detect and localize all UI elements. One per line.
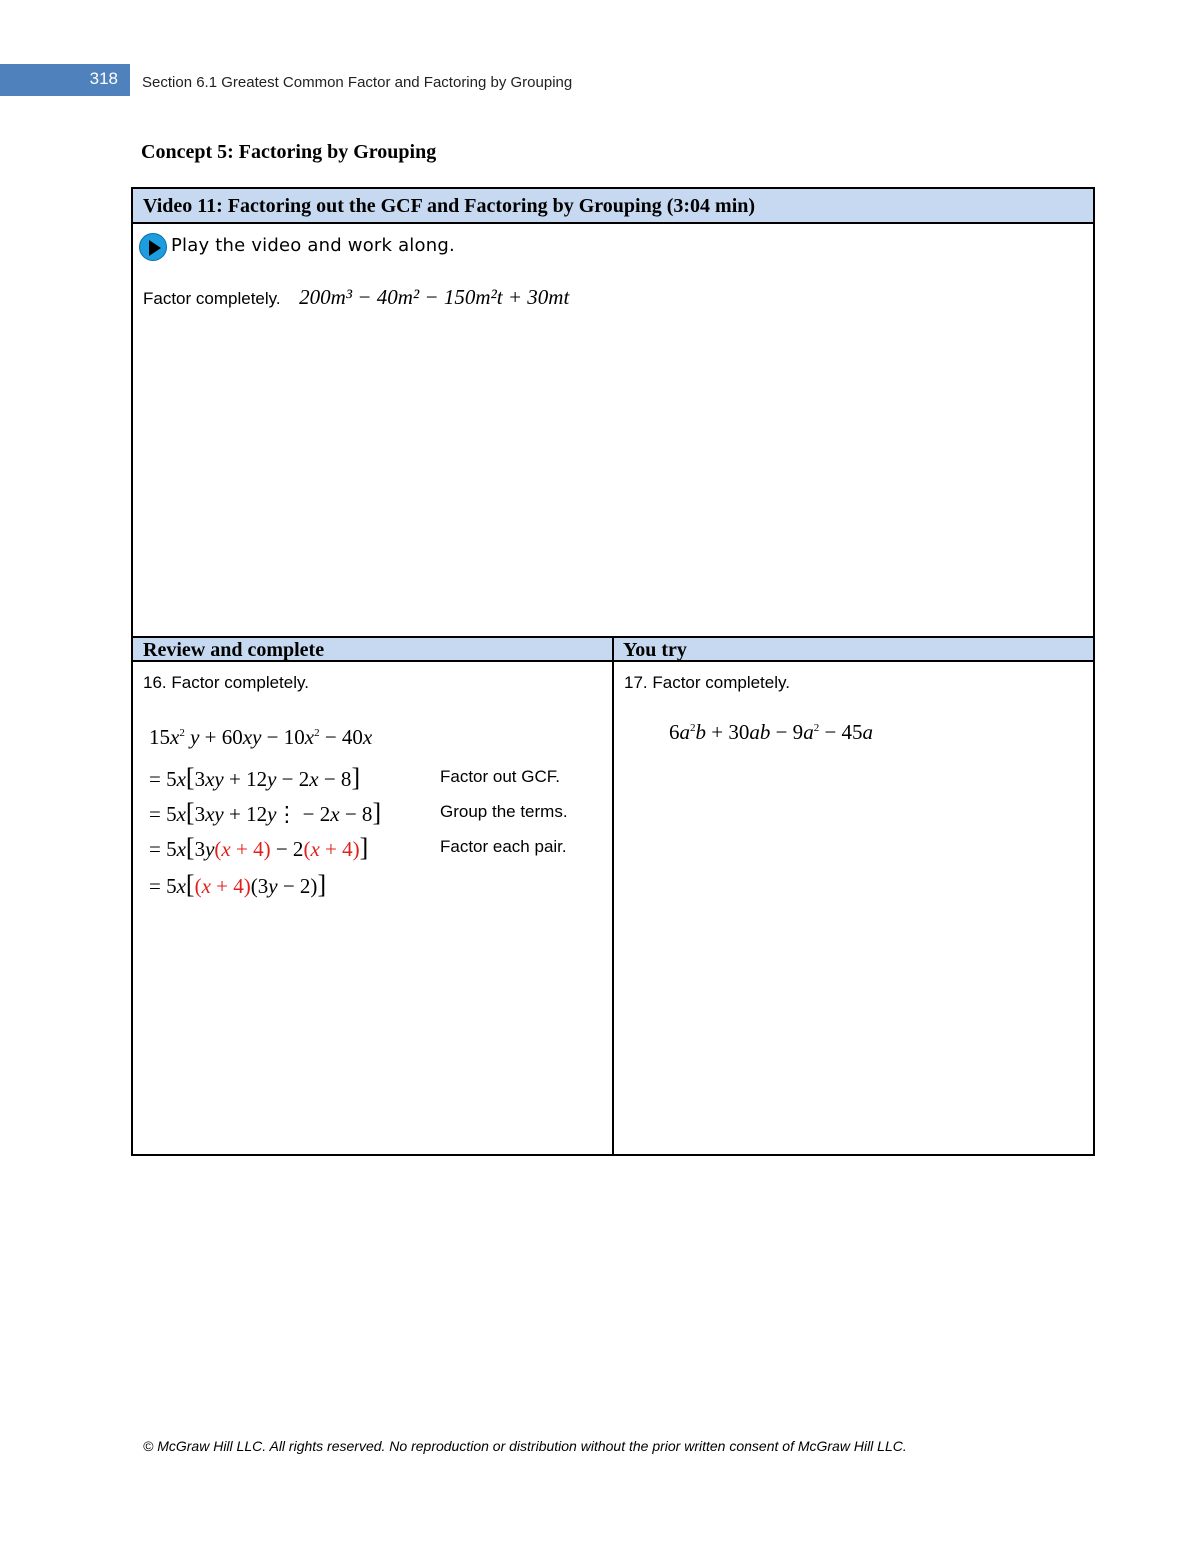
concept-title: Concept 5: Factoring by Grouping: [141, 141, 437, 163]
problem-17-label: 17. Factor completely.: [624, 673, 790, 692]
page-number-tab: [0, 64, 130, 96]
worksheet-box: [131, 187, 1095, 1156]
review-step-5: = 5x[(x + 4)(3y − 2)]: [149, 870, 327, 899]
note-group-terms: Group the terms.: [440, 802, 568, 821]
review-step-2: = 5x[3xy + 12y − 2x − 8]: [149, 763, 361, 792]
copyright-footer: © McGraw Hill LLC. All rights reserved. No reproduction or distribution without the prior written consent of McGraw Hill LLC.: [143, 1438, 907, 1454]
page-number: 318: [89, 69, 118, 88]
play-icon[interactable]: [139, 233, 167, 261]
column-divider: [612, 636, 614, 1154]
video-problem: [143, 285, 569, 310]
video-factor-label: Factor completely.: [143, 289, 281, 308]
you-try-header: You try: [623, 639, 687, 661]
note-factor-pair: Factor each pair.: [440, 837, 567, 856]
you-try-expression: $6a^2b + 30ab - 9a^2 - 45a$: [669, 720, 874, 744]
review-step-4: = 5x[3y(x + 4) − 2(x + 4)]: [149, 833, 369, 862]
problem-16-label: 16. Factor completely.: [143, 673, 309, 692]
note-factor-gcf: Factor out GCF.: [440, 767, 560, 786]
video-title: Video 11: Factoring out the GCF and Factoring by Grouping (3:04 min): [143, 195, 756, 217]
section-header: Section 6.1 Greatest Common Factor and Factoring by Grouping: [142, 74, 573, 91]
review-step-1: $15x^2$ $y + 60xy - 10x^2 - 40x$: [149, 725, 373, 749]
review-header: Review and complete: [143, 639, 325, 661]
video-header: [133, 189, 1093, 224]
review-step-3: = 5x[3xy + 12y⋮ − 2x − 8]: [149, 798, 382, 827]
video-expression: 200m³ − 40m² − 150m²t + 30mt: [299, 285, 570, 309]
play-instruction: Play the video and work along.: [171, 235, 455, 256]
